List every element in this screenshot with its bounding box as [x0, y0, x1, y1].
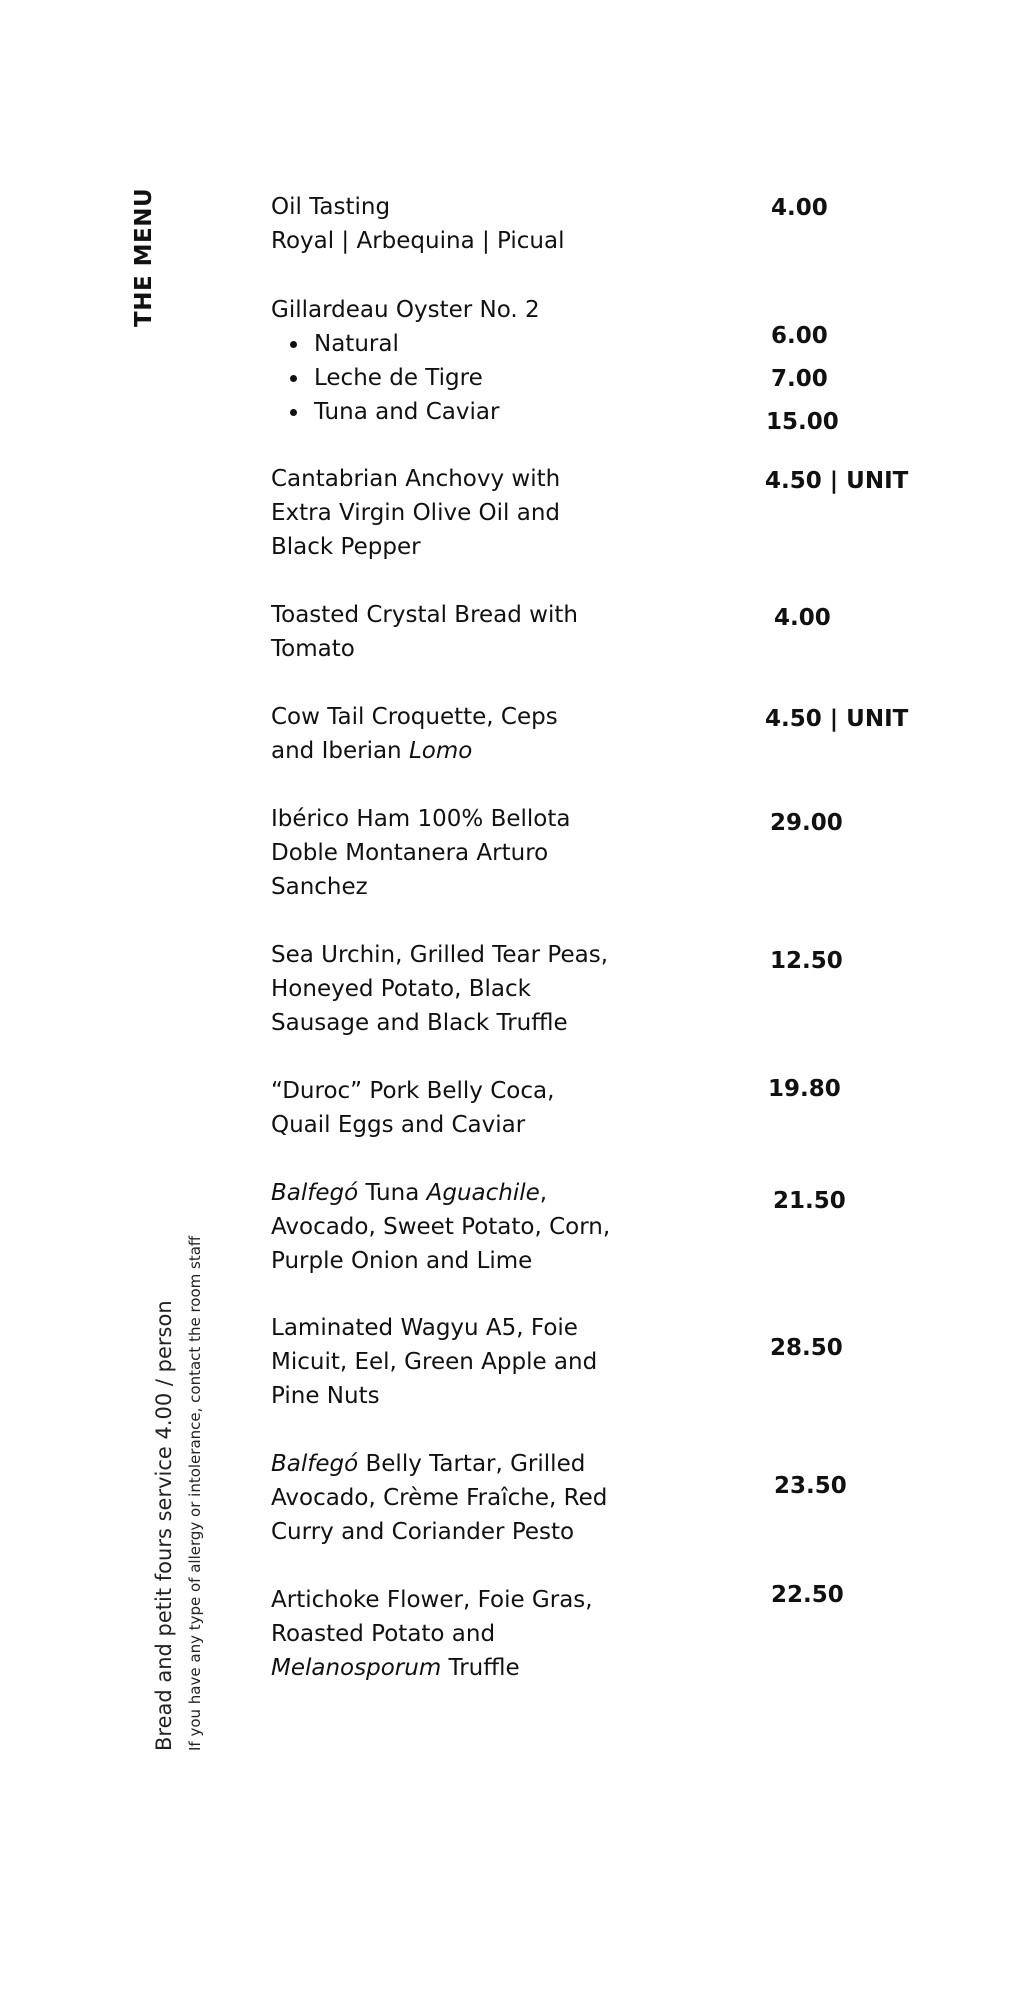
- text-segment: Sea Urchin, Grilled Tear Peas,: [271, 942, 609, 968]
- menu-item-price: 4.00: [774, 605, 831, 631]
- option-natural: [271, 327, 631, 361]
- text-segment: Cow Tail Croquette, Ceps: [271, 704, 558, 730]
- text-segment: Tuna: [358, 1180, 427, 1206]
- menu-item-description-line: [271, 1345, 631, 1379]
- text-segment: Avocado, Crème Fraîche, Red: [271, 1485, 608, 1511]
- menu-item-description-line: [271, 734, 631, 768]
- text-segment: Belly Tartar, Grilled: [358, 1451, 586, 1477]
- menu-item-price: 4.00: [771, 195, 828, 221]
- menu-item-description-line: [271, 802, 631, 836]
- menu-item-description-line: [271, 1074, 631, 1108]
- text-segment: Roasted Potato and: [271, 1621, 496, 1647]
- menu-item-description-line: [271, 530, 631, 564]
- option-label: Tuna and Caviar: [314, 399, 500, 425]
- menu-item-description-line: [271, 870, 631, 904]
- menu-item: [271, 190, 631, 258]
- menu-item-price: 29.00: [770, 810, 843, 836]
- allergy-note: If you have any type of allergy or intolerance, contact the room staff: [186, 1235, 204, 1751]
- italic-term: Aguachile: [426, 1180, 540, 1206]
- text-segment: Laminated Wagyu A5, Foie: [271, 1315, 578, 1341]
- text-segment: Doble Montanera Arturo: [271, 840, 549, 866]
- menu-item: [271, 700, 631, 768]
- menu-item: [271, 293, 631, 429]
- option-leche-de-tigre: [271, 361, 631, 395]
- option-list: [271, 327, 631, 429]
- menu-item: [271, 1447, 631, 1549]
- text-segment: Avocado, Sweet Potato, Corn,: [271, 1214, 611, 1240]
- option-tuna-and-caviar: [271, 395, 631, 429]
- menu-item: [271, 598, 631, 666]
- text-segment: Quail Eggs and Caviar: [271, 1112, 526, 1138]
- text-segment: Oil Tasting: [271, 194, 391, 220]
- menu-item-description-line: [271, 1583, 631, 1617]
- text-segment: Micuit, Eel, Green Apple and: [271, 1349, 598, 1375]
- menu-item: [271, 802, 631, 904]
- text-segment: ,: [539, 1180, 548, 1206]
- italic-term: Balfegó: [271, 1180, 359, 1206]
- italic-term: Lomo: [408, 738, 473, 764]
- menu-item-description-line: [271, 632, 631, 666]
- menu-item-description-line: [271, 1108, 631, 1142]
- menu-item-price: 22.50: [771, 1582, 844, 1608]
- menu-item-description-line: [271, 1379, 631, 1413]
- text-segment: and Iberian: [271, 738, 409, 764]
- menu-item-description-line: [271, 224, 631, 258]
- text-segment: Black Pepper: [271, 534, 421, 560]
- menu-item-description-line: [271, 190, 631, 224]
- menu-item-price: 21.50: [773, 1188, 846, 1214]
- option-label: Natural: [314, 331, 399, 357]
- menu-item-price: 23.50: [774, 1473, 847, 1499]
- menu-item-price: 19.80: [768, 1076, 841, 1102]
- menu-item: [271, 938, 631, 1040]
- menu-item-description-line: [271, 462, 631, 496]
- text-segment: Toasted Crystal Bread with: [271, 602, 578, 628]
- text-segment: Pine Nuts: [271, 1383, 380, 1409]
- menu-item-description-line: [271, 1617, 631, 1651]
- menu-item-description-line: [271, 496, 631, 530]
- menu-item: [271, 1176, 631, 1278]
- option-price: 15.00: [766, 409, 839, 435]
- menu-title: THE MENU: [131, 187, 157, 327]
- option-label: Leche de Tigre: [314, 365, 483, 391]
- menu-item-description-line: [271, 1006, 631, 1040]
- text-segment: Gillardeau Oyster No. 2: [271, 297, 540, 323]
- italic-term: Melanosporum: [271, 1655, 442, 1681]
- text-segment: Tomato: [271, 636, 355, 662]
- menu-item-description-line: [271, 1515, 631, 1549]
- menu-item-description-line: [271, 938, 631, 972]
- menu-item-description-line: [271, 700, 631, 734]
- menu-item: [271, 1074, 631, 1142]
- text-segment: Purple Onion and Lime: [271, 1248, 533, 1274]
- bullet-icon: [290, 375, 297, 382]
- menu-item-description-line: [271, 836, 631, 870]
- menu-item-description-line: [271, 598, 631, 632]
- menu-item-description-line: [271, 972, 631, 1006]
- menu-item: [271, 462, 631, 564]
- menu-item-description-line: [271, 1210, 631, 1244]
- menu-item: [271, 1583, 631, 1685]
- text-segment: Sausage and Black Truffle: [271, 1010, 568, 1036]
- italic-term: Balfegó: [271, 1451, 359, 1477]
- menu-item-description-line: [271, 1176, 631, 1210]
- text-segment: Curry and Coriander Pesto: [271, 1519, 575, 1545]
- text-segment: Cantabrian Anchovy with: [271, 466, 561, 492]
- menu-item-price: 12.50: [770, 948, 843, 974]
- menu-item: [271, 1311, 631, 1413]
- text-segment: Ibérico Ham 100% Bellota: [271, 806, 571, 832]
- bread-service-note: Bread and petit fours service 4.00 / person: [152, 1300, 176, 1751]
- menu-item-price: 4.50 | UNIT: [765, 706, 909, 732]
- text-segment: Truffle: [441, 1655, 520, 1681]
- text-segment: Honeyed Potato, Black: [271, 976, 531, 1002]
- text-segment: Extra Virgin Olive Oil and: [271, 500, 560, 526]
- menu-item-price: 4.50 | UNIT: [765, 468, 909, 494]
- menu-item-description-line: [271, 1481, 631, 1515]
- option-price: 7.00: [771, 366, 828, 392]
- text-segment: Artichoke Flower, Foie Gras,: [271, 1587, 593, 1613]
- menu-item-description-line: [271, 1311, 631, 1345]
- menu-item-description-line: [271, 1447, 631, 1481]
- text-segment: “Duroc” Pork Belly Coca,: [271, 1078, 555, 1104]
- bullet-icon: [290, 409, 297, 416]
- menu-item-description-line: [271, 1244, 631, 1278]
- text-segment: Sanchez: [271, 874, 368, 900]
- menu-item-description-line: [271, 293, 631, 327]
- bullet-icon: [290, 341, 297, 348]
- menu-item-price: 28.50: [770, 1335, 843, 1361]
- text-segment: Royal | Arbequina | Picual: [271, 228, 565, 254]
- menu-item-description-line: [271, 1651, 631, 1685]
- option-price: 6.00: [771, 323, 828, 349]
